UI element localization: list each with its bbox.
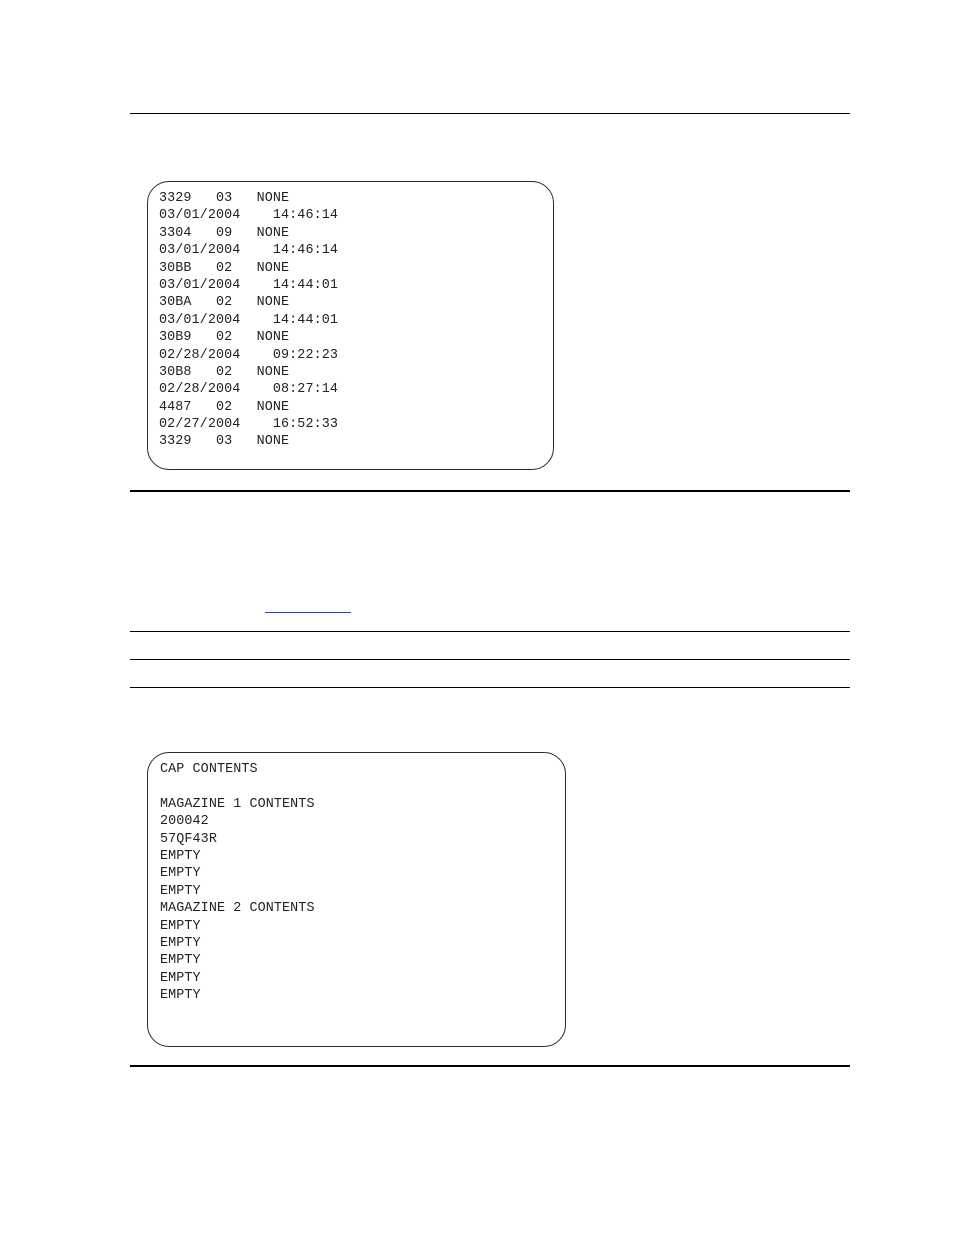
event-log-line: 03/01/2004 14:46:14: [159, 243, 338, 259]
event-log-line: 3329 03 NONE: [159, 434, 290, 450]
figure-bottom-divider: [130, 490, 850, 492]
event-log-line: 3304 09 NONE: [159, 225, 290, 241]
event-log-line: 30BA 02 NONE: [159, 295, 290, 311]
cap-contents-line: EMPTY: [160, 970, 201, 986]
hyperlink-underline[interactable]: [265, 612, 351, 613]
event-log-line: 3329 03 NONE: [159, 191, 290, 206]
cap-contents-lines: [160, 761, 315, 1004]
event-log-line: 30BB 02 NONE: [159, 260, 290, 276]
cap-contents-line: CAP CONTENTS: [160, 762, 258, 777]
cap-contents-line: MAGAZINE 2 CONTENTS: [160, 901, 315, 917]
event-log-line: 02/28/2004 08:27:14: [159, 382, 338, 398]
event-log-line: 02/27/2004 16:52:33: [159, 417, 338, 433]
table-rule-3: [130, 687, 850, 688]
event-log-line: 4487 02 NONE: [159, 399, 290, 415]
table-rule-2: [130, 659, 850, 660]
cap-contents-line: EMPTY: [160, 848, 201, 864]
event-log-line: 02/28/2004 09:22:23: [159, 347, 338, 363]
cap-contents-line: EMPTY: [160, 935, 201, 951]
table-rule-1: [130, 631, 850, 632]
cap-contents-line: EMPTY: [160, 918, 201, 934]
top-divider: [130, 113, 850, 114]
cap-contents-line: EMPTY: [160, 866, 201, 882]
event-log-line: 30B8 02 NONE: [159, 364, 290, 380]
cap-contents-line: 57QF43R: [160, 831, 217, 847]
cap-contents-display-panel: [147, 752, 566, 1047]
cap-contents-line: EMPTY: [160, 953, 201, 969]
cap-contents-line: EMPTY: [160, 988, 201, 1004]
event-log-line: 03/01/2004 14:44:01: [159, 312, 338, 328]
event-log-line: 30B9 02 NONE: [159, 330, 290, 346]
event-log-line: 03/01/2004 14:44:01: [159, 277, 338, 293]
event-log-lines: [159, 190, 338, 451]
event-log-line: 03/01/2004 14:46:14: [159, 208, 338, 224]
cap-contents-line: [160, 778, 315, 795]
cap-contents-line: MAGAZINE 1 CONTENTS: [160, 796, 315, 812]
event-log-display-panel: [147, 181, 554, 470]
cap-contents-line: 200042: [160, 814, 209, 830]
bottom-divider: [130, 1065, 850, 1067]
cap-contents-line: EMPTY: [160, 883, 201, 899]
